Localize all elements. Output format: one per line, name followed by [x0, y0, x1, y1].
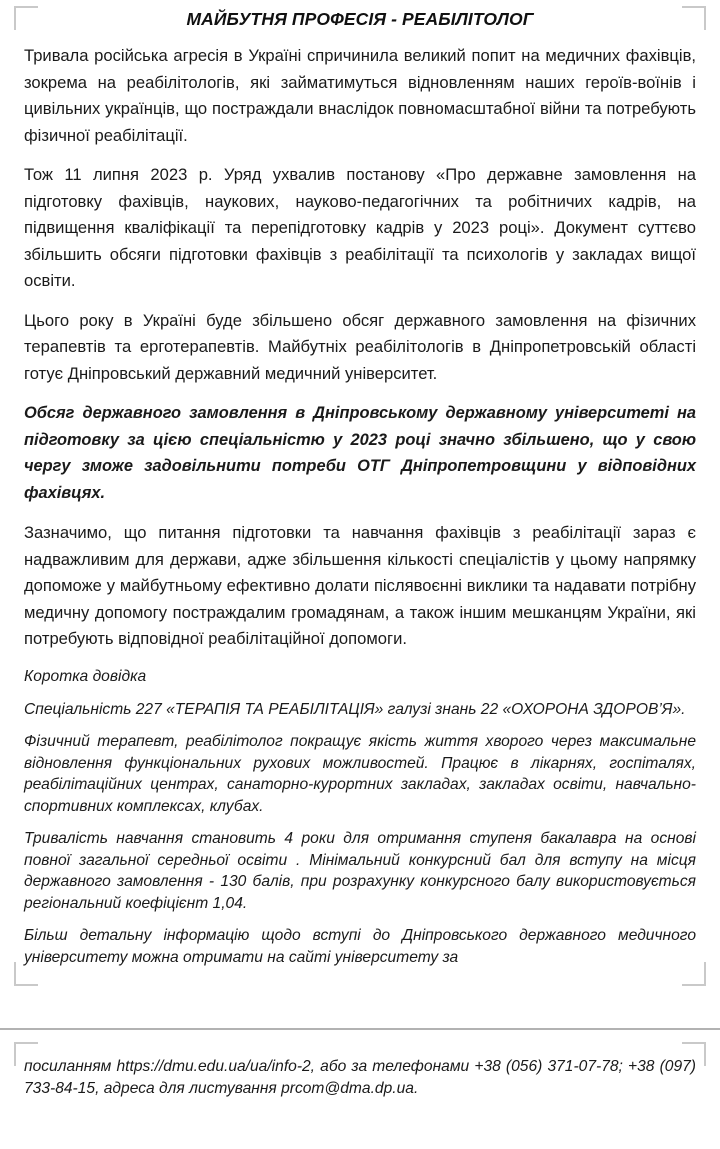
- reference-item-more-info: Більш детальну інформацію щодо вступі до Дніпровського державного медичного університету можна отримати на сайті університету за: [24, 927, 696, 966]
- paragraph-highlight: Обсяг державного замовлення в Дніпровському державному університеті на підготовку за цією спеціальністю у 2023 році значно збільшено, що у свою чергу зможе задовільнити потреби ОТГ Дніпропетровщини у відповідних фахівцях.: [24, 404, 696, 502]
- reference-item-profession: Фізичний терапевт, реабілітолог покращує якість життя хворого через максимальне відновлення функціональних рухових можливостей. Працює в лікарнях, госпіталях, реабілітаційних центрах, санаторно-курортних закладах, закладах освіти, навчально-спортивних комплексах, клубах.: [24, 733, 696, 815]
- paragraph-regional-training: Цього року в Україні буде збільшено обсяг державного замовлення на фізичних терапевтів та ерготерапевтів. Майбутніх реабілітологів в Дніпропетровській області готує Дніпровський державний медичний університет.: [24, 310, 696, 383]
- document-page-two: [0, 1030, 720, 1149]
- paragraph-intro: Тривала російська агресія в Україні спричинила великий попит на медичних фахівців, зокрема на реабілітологів, які займатимуться відновленням наших героїв-воїнів і цивільних українців, що постраждали внаслідок повномасштабної війни та потребують фізичної реабілітації.: [24, 46, 696, 145]
- reference-heading: Коротка довідка: [24, 667, 147, 685]
- paragraph-government-resolution: Тож 11 липня 2023 р. Уряд ухвалив постанову «Про державне замовлення на підготовку фахівців, наукових, науково-педагогічних та робітничих кадрів, на підвищення кваліфікації та перепідготовку кадрів у 2023 році». Документ суттєво збільшить обсяги підготовки фахівців з реабілітації та психологів у закладах вищої освіти.: [24, 165, 696, 290]
- page-title: МАЙБУТНЯ ПРОФЕСІЯ - РЕАБІЛІТОЛОГ: [186, 9, 534, 29]
- paragraph-closing: Зазначимо, що питання підготовки та навчання фахівців з реабілітації зараз є надважливим для держави, адже збільшення кількості спеціалістів у цьому напрямку допоможе у майбутньому ефективно долати післявоєнні виклики та надавати потрібну медичну допомогу постраждалим громадянам, а також іншим мешканцям України, які потребують відповідної реабілітаційної допомоги.: [24, 523, 696, 648]
- reference-item-speciality: Спеціальність 227 «ТЕРАПІЯ ТА РЕАБІЛІТАЦІЯ» галузі знань 22 «ОХОРОНА ЗДОРОВ’Я».: [24, 700, 686, 718]
- footer-contact-text: посиланням https://dmu.edu.ua/ua/info-2, або за телефонами +38 (056) 371-07-78; +38 (097) 733-84-15, адреса для листування prcom@dma.dp.ua.: [24, 1058, 696, 1097]
- document-footer-body: [0, 1030, 720, 1099]
- reference-item-duration: Тривалість навчання становить 4 роки для отримання ступеня бакалавра на основі повної загальної середньої освіти . Мінімальний конкурсний бал для вступу на місця державного замовлення - 130 балів, при розрахунку конкурсного балу використовується регіональний коефіцієнт 1,04.: [24, 830, 696, 912]
